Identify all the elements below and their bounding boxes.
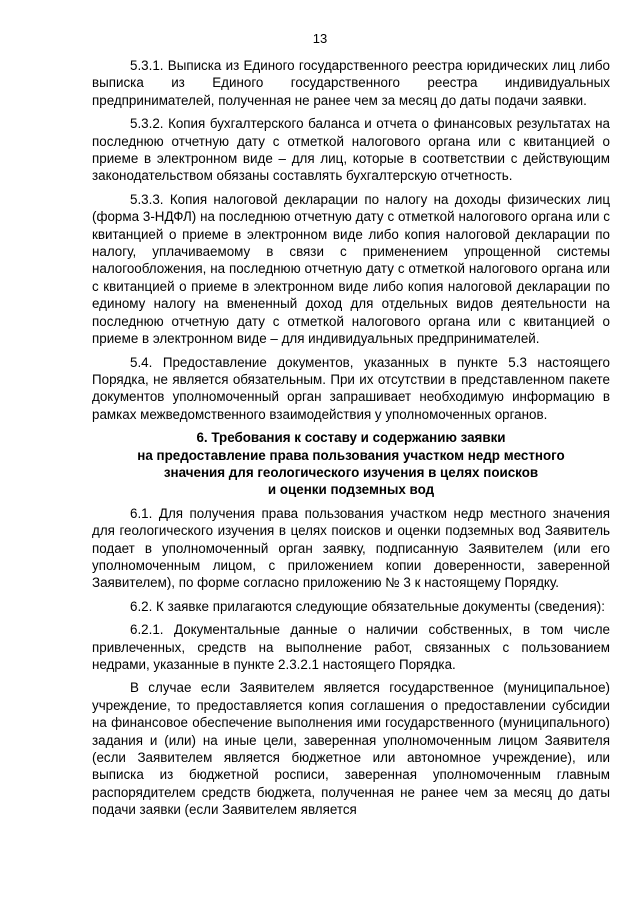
paragraph-6-1: 6.1. Для получения права пользования участком недр местного значения для геологического изучения в целях поисков и оценки подземных вод Заявитель подает в уполномоченный орган заявку, подписанную Заявителем (или его уполномоченным лицом, с приложением копии доверенности, заверенной Заявителем), по форме согласно приложению № 3 к настоящему Порядку.	[92, 505, 610, 591]
paragraph-5-3-3: 5.3.3. Копия налоговой декларации по налогу на доходы физических лиц (форма 3-НДФЛ) на последнюю отчетную дату с отметкой налогового органа или с квитанцией о приеме в электронном виде либо копия налоговой декларации по налогу, уплачиваемому в связи с применением упрощенной системы налогообложения, на последнюю отчетную дату с отметкой налогового органа или с квитанцией о приеме в электронном виде либо копия налоговой декларации по единому налогу на вмененный доход для отдельных видов деятельности на последнюю отчетную дату с отметкой налогового органа или с квитанцией о приеме в электронном виде – для индивидуальных предпринимателей.	[92, 191, 610, 347]
section-heading-line: 6. Требования к составу и содержанию заявки	[196, 430, 506, 446]
section-heading-line: и оценки подземных вод	[267, 482, 435, 498]
paragraph-5-3-2: 5.3.2. Копия бухгалтерского баланса и отчета о финансовых результатах на последнюю отчетную дату с отметкой налогового органа или с квитанцией о приеме в электронном виде – для лиц, которые в соответствии с действующим законодательством обязаны составлять бухгалтерскую отчетность.	[92, 116, 610, 184]
document-body	[92, 57, 610, 819]
paragraph-institution-case: В случае если Заявителем является государственное (муниципальное) учреждение, то предоставляется копия соглашения о предоставлении субсидии на финансовое обеспечение выполнения ими государственного (муниципального) задания и (или) на иные цели, заверенная уполномоченным лицом Заявителя (если Заявителем является бюджетное или автономное учреждение), или выписка из бюджетной росписи, заверенная уполномоченным главным распорядителем средств бюджета, полученная не ранее чем за месяц до даты подачи заявки (если Заявителем является	[92, 680, 610, 818]
paragraph-5-3-1: 5.3.1. Выписка из Единого государственного реестра юридических лиц либо выписка из Единого государственного реестра индивидуальных предпринимателей, полученная не ранее чем за месяц до даты подачи заявки.	[92, 58, 610, 108]
page-number: 13	[312, 31, 328, 46]
paragraph-6-2: 6.2. К заявке прилагаются следующие обязательные документы (сведения):	[130, 598, 605, 614]
section-heading-line: значения для геологического изучения в целях поисков	[163, 464, 539, 480]
paragraph-6-2-1: 6.2.1. Документальные данные о наличии собственных, в том числе привлеченных, средств на выполнение работ, связанных с пользованием недрами, указанные в пункте 2.3.2.1 настоящего Порядка.	[92, 622, 610, 672]
section-heading	[92, 429, 610, 499]
section-heading-line: на предоставление права пользования участком недр местного	[137, 447, 565, 463]
paragraph-5-4: 5.4. Предоставление документов, указанных в пункте 5.3 настоящего Порядка, не является обязательным. При их отсутствии в представленном пакете документов уполномоченный орган запрашивает необходимую информацию в рамках межведомственного взаимодействия у уполномоченных органов.	[92, 354, 610, 422]
